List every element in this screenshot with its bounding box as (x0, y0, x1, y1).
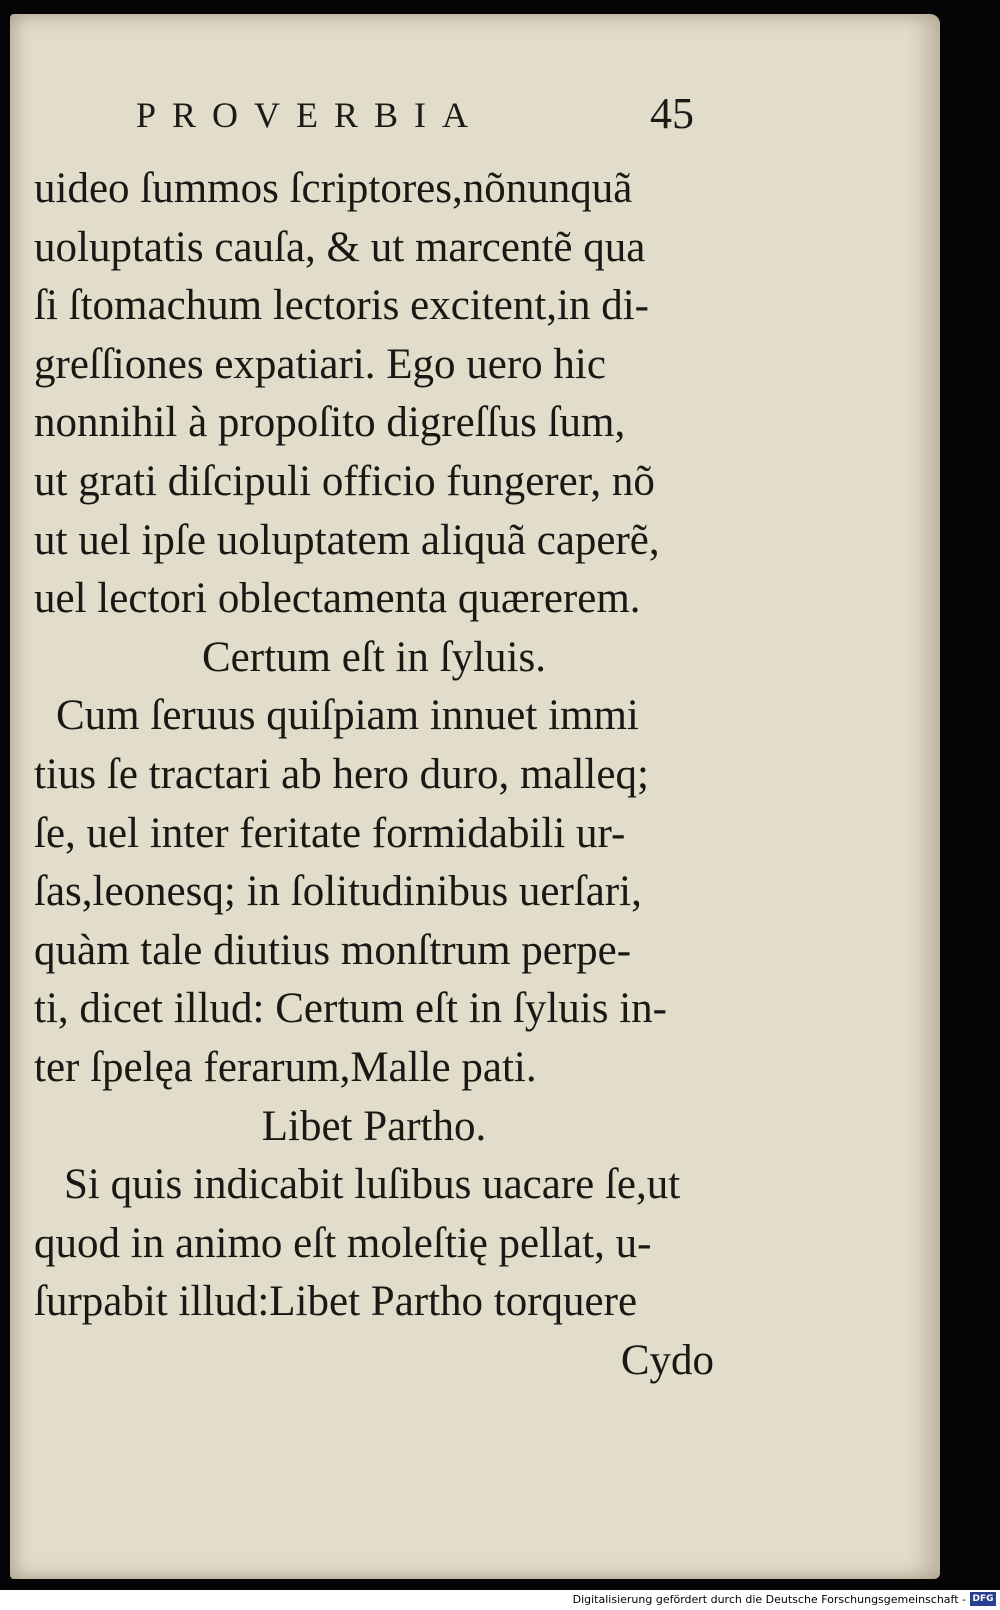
book-page (10, 14, 940, 1579)
body-text (34, 160, 714, 1390)
text-line: ſurpabit illud:Libet Partho torquere (34, 1278, 638, 1326)
section-heading: Libet Partho. (261, 1102, 487, 1150)
text-line: Cum ſeruus quiſpiam innuet immi (56, 692, 639, 740)
text-line: ti, dicet illud: Certum eſt in ſyluis in- (34, 985, 667, 1033)
text-line: ut uel ipſe uoluptatem aliquã caperẽ, (34, 516, 660, 564)
text-line: ſi ſtomachum lectoris excitent,in di- (34, 282, 649, 330)
text-line: nonnihil à propoſito digreſſus ſum, (34, 399, 626, 447)
text-line: greſſiones expatiari. Ego uero hic (34, 340, 606, 388)
funding-credit: Digitalisierung gefördert durch die Deutsche Forschungsgemeinschaft - (572, 1593, 966, 1606)
text-line: ter ſpelęa ferarum,Malle pati. (34, 1043, 537, 1091)
text-line: quàm tale diutius monſtrum perpe- (34, 926, 632, 974)
section-heading: Certum eſt in ſyluis. (202, 633, 546, 681)
text-line: uel lectori oblectamenta quærerem. (34, 575, 641, 623)
text-line: ut grati diſcipuli officio fungerer, nõ (34, 457, 655, 505)
text-line: tius ſe tractari ab hero duro, malleq; (34, 750, 649, 798)
dfg-logo: DFG (970, 1592, 996, 1606)
text-line: Si quis indicabit luſibus uacare ſe,ut (64, 1161, 681, 1209)
running-head: PROVERBIA (136, 95, 485, 135)
text-line: quod in animo eſt moleſtię pellat, u- (34, 1219, 652, 1267)
text-line: uoluptatis cauſa, & ut marcentẽ qua (34, 223, 646, 271)
text-line: uideo ſummos ſcriptores,nõnunquã (34, 165, 633, 212)
text-line: ſe, uel inter feritate formidabili ur- (34, 809, 626, 857)
text-line: ſas,leonesq; in ſolitudinibus uerſari, (34, 868, 642, 916)
catchword: Cydo (620, 1336, 714, 1384)
page-number: 45 (650, 89, 694, 138)
